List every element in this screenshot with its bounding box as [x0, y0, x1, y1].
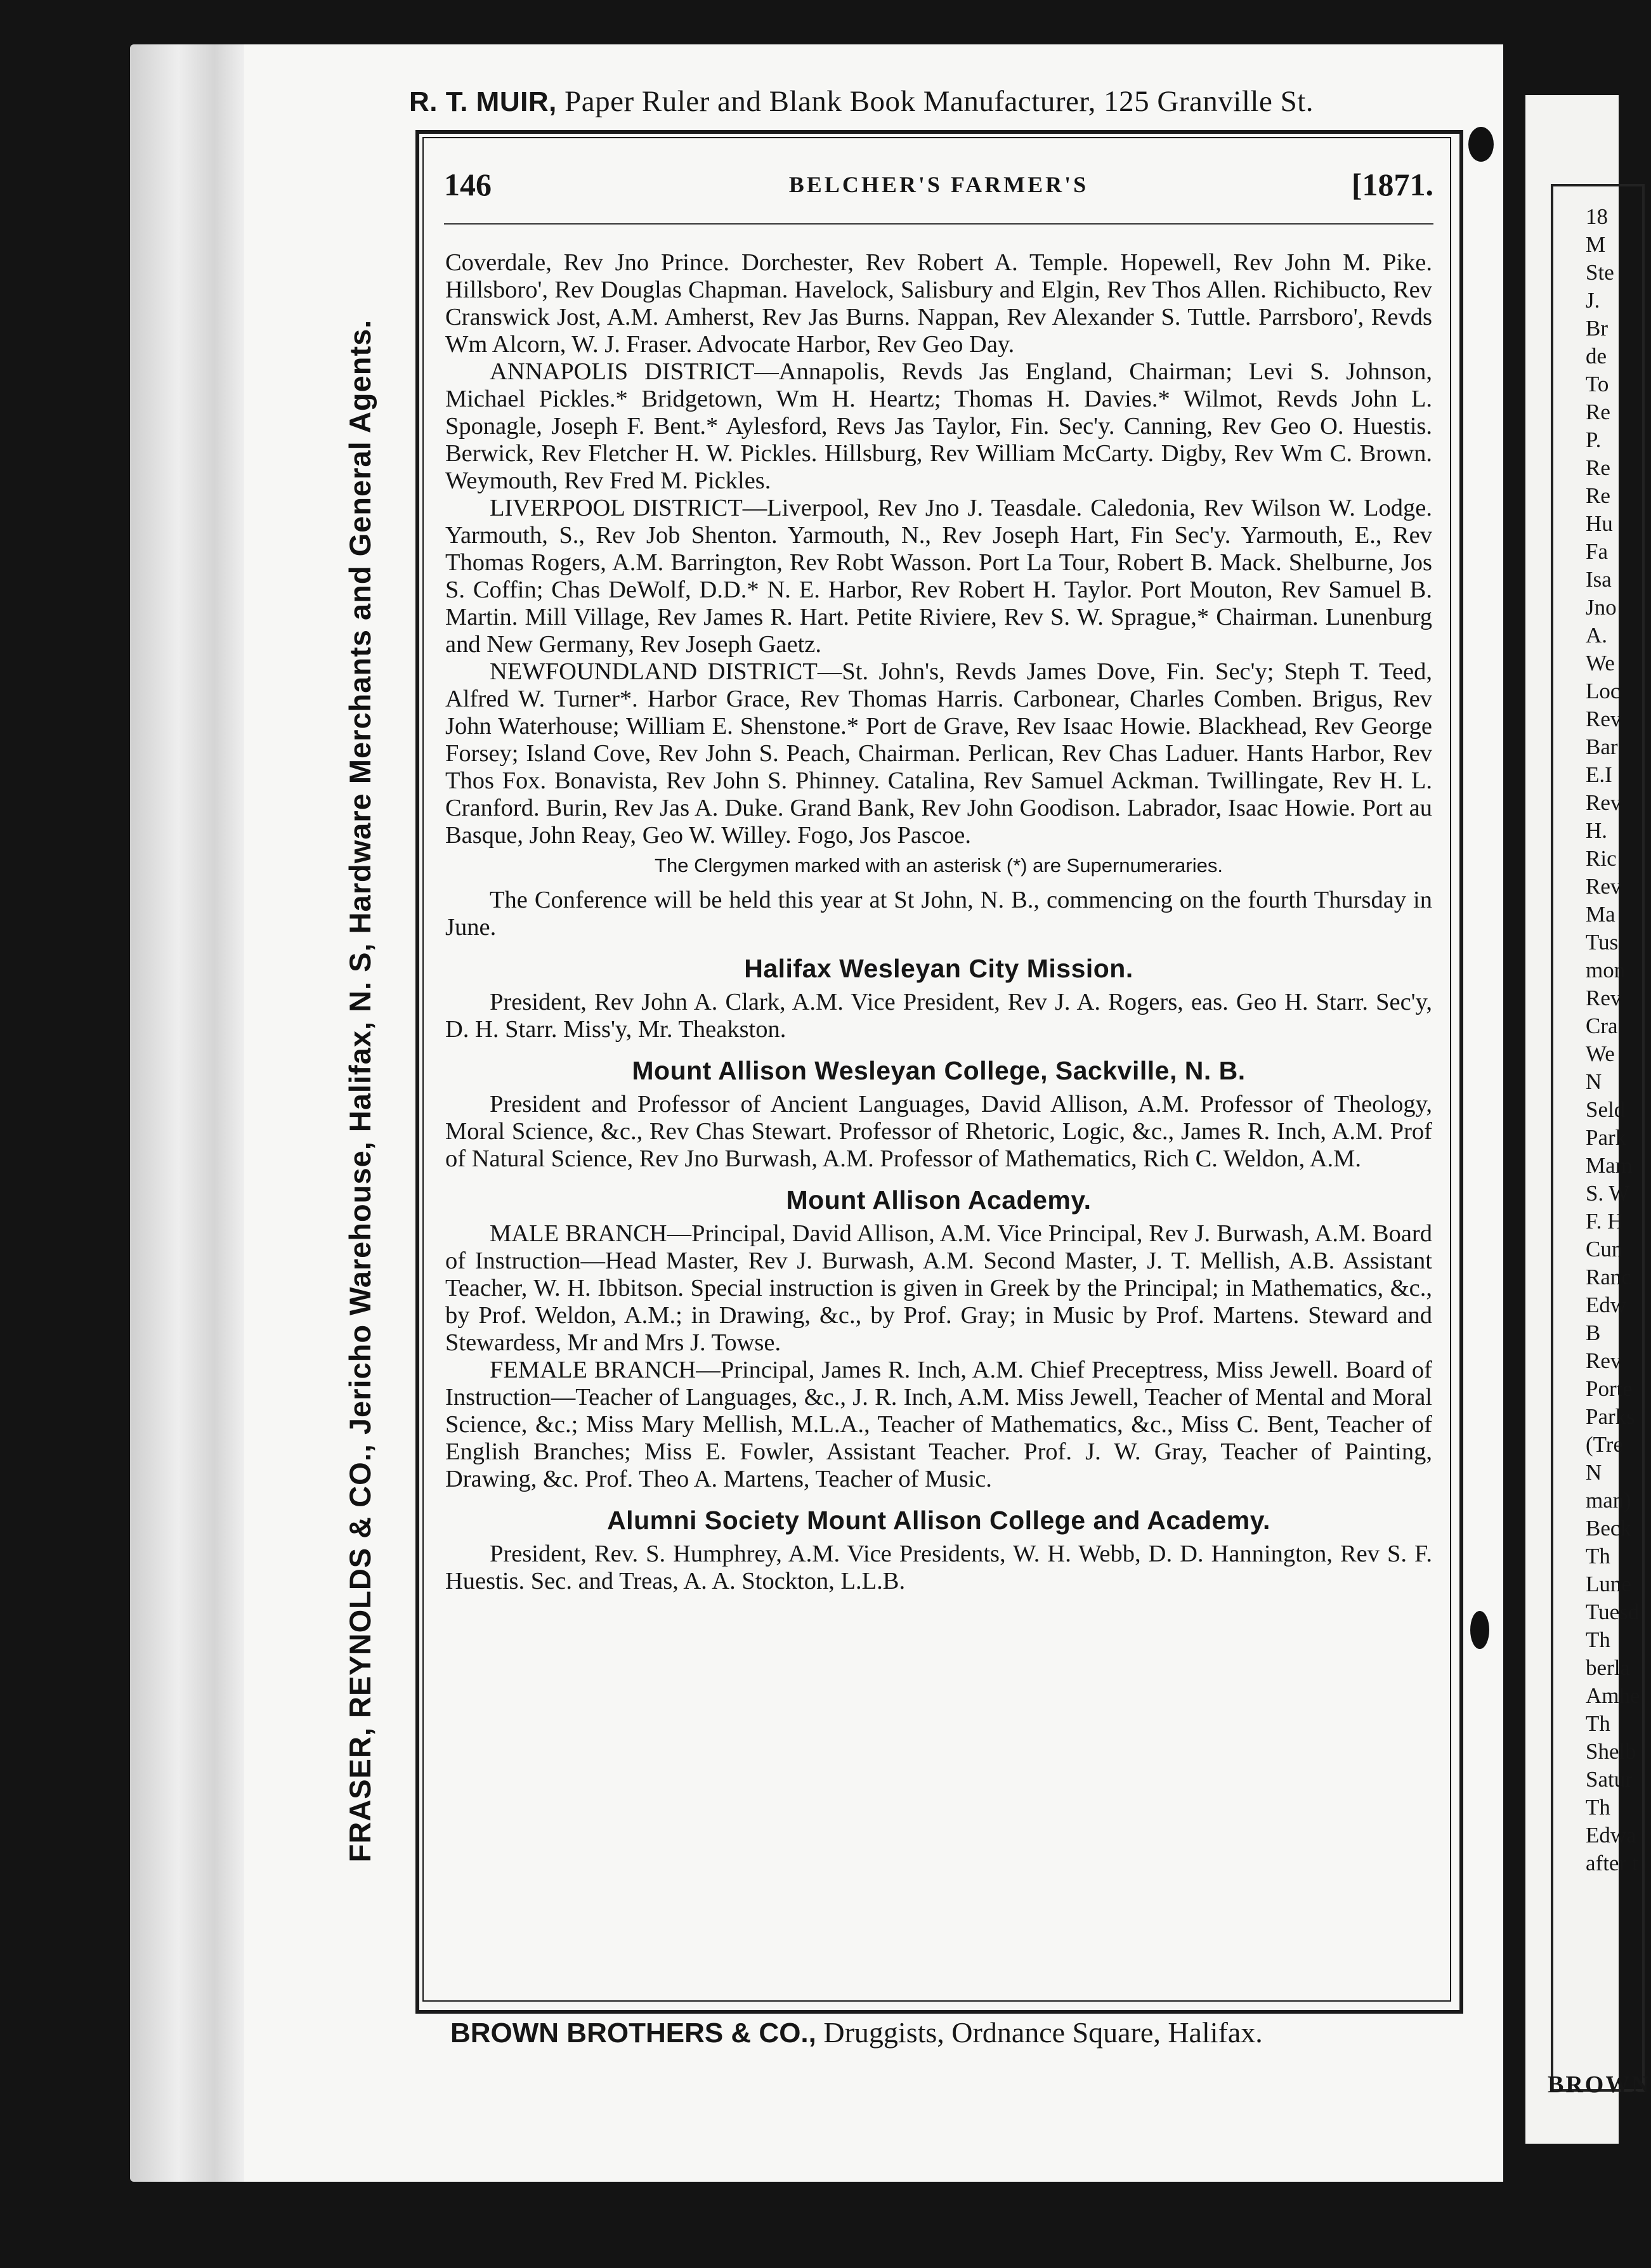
facing-page-line: We	[1586, 1041, 1615, 1066]
facing-page-line: after t	[1586, 1851, 1638, 1875]
paragraph-circuits: Coverdale, Rev Jno Prince. Dorchester, Rev Robert A. Temple. Hopewell, Rev John M. Pike. Hillsboro', Rev Douglas Chapman. Havelock, Salisbury and Elgin, Rev Thos Allen. Richibucto, Rev Cranswick Jost, A.M. Amherst, Rev Jas Burns. Nappan, Rev Alexander S. Tuttle. Parrsboro', Revds Wm Alcorn, W. J. Fraser. Advocate Harbor, Rev Geo Day.	[445, 249, 1432, 358]
facing-page-line: Tus	[1586, 930, 1619, 955]
facing-page-line: Lune	[1586, 1572, 1631, 1596]
facing-page-line: Jno	[1586, 595, 1617, 620]
facing-page-line: Ste	[1586, 260, 1614, 285]
facing-page-line: F. H	[1586, 1209, 1624, 1234]
facing-page-line: E.I	[1586, 762, 1612, 787]
facing-page-line: B	[1586, 1320, 1601, 1345]
top-ad-text: Paper Ruler and Blank Book Manufacturer, 125 Granville St.	[556, 85, 1314, 118]
facing-page-line: man)	[1586, 1488, 1631, 1513]
facing-page-line: N	[1586, 1460, 1602, 1485]
facing-page-line: berla	[1586, 1655, 1630, 1680]
facing-page-line: Th	[1586, 1795, 1610, 1820]
binding-hole	[1470, 1611, 1489, 1649]
facing-page-bottom-ad: BROWN	[1548, 2071, 1651, 2098]
facing-page-line: Ric	[1586, 846, 1617, 871]
facing-page-line: Satur	[1586, 1767, 1633, 1792]
facing-page-text	[1586, 203, 1640, 1877]
facing-page-line: A.	[1586, 623, 1608, 648]
running-title: BELCHER'S FARMER'S	[788, 172, 1089, 197]
facing-page-line: J.	[1586, 288, 1600, 313]
facing-page-line: Rev	[1586, 986, 1622, 1010]
facing-page-line: Ranc	[1586, 1265, 1631, 1289]
paragraph-college: President and Professor of Ancient Languages, David Allison, A.M. Professor of Theology, Moral Science, &c., Rev Chas Stewart. Professor of Rhetoric, Logic, &c., James R. Inch, A.M. Prof of Natural Science, Rev Jno Burwash, A.M. Professor of Mathematics, Rich C. Weldon, A.M.	[445, 1091, 1432, 1172]
facing-page-line: Hu	[1586, 511, 1613, 536]
facing-page-line: Th	[1586, 1544, 1610, 1568]
facing-page-line: Isa	[1586, 567, 1612, 592]
facing-page-line: Th	[1586, 1711, 1610, 1736]
facing-page-line: Cun	[1586, 1237, 1623, 1261]
page-stack-edge	[130, 44, 251, 2182]
facing-page-line: S. W	[1586, 1181, 1630, 1206]
paragraph-male-branch: MALE BRANCH—Principal, David Allison, A.M. Vice Principal, Rev J. Burwash, A.M. Board of Instruction—Head Master, Rev J. Burwash, A.M. Second Master, J. T. Mellish, A.B. Assistant Teacher, W. H. Ibbitson. Special instruction is given in Greek by the Principal; in Mathematics, &c., by Prof. Weldon, A.M.; in Drawing, &c., by Prof. Gray; in Music by Prof. Martens. Steward and Stewardess, Mr and Mrs J. Towse.	[445, 1220, 1432, 1356]
page-number: 146	[444, 167, 492, 202]
facing-page-line: M	[1586, 232, 1606, 257]
page-year: [1871.	[1351, 167, 1433, 202]
facing-page-line: Rev	[1586, 1348, 1622, 1373]
facing-page-line: Re	[1586, 483, 1610, 508]
side-advertisement: FRASER, REYNOLDS & CO., Jericho Warehouse, Halifax, N. S, Hardware Merchants and General Agents.	[343, 319, 377, 1863]
paragraph-female-branch: FEMALE BRANCH—Principal, James R. Inch, A.M. Chief Preceptress, Miss Jewell. Board of Instruction—Teacher of Languages, &c., J. R. Inch, A.M. Miss Jewell, Teacher of Mental and Moral Science, &c.; Miss Mary Mellish, M.L.A., Teacher of Mathematics, &c., Miss C. Bent, Teacher of English Branches; Miss E. Fowler, Assistant Teacher. Prof. J. W. Gray, Teacher of Painting, Drawing, &c. Prof. Theo A. Martens, Teacher of Music.	[445, 1357, 1432, 1492]
paragraph-newfoundland-district: NEWFOUNDLAND DISTRICT—St. John's, Revds James Dove, Fin. Sec'y; Steph T. Teed, Alfred W. Turner*. Harbor Grace, Rev Thomas Harris. Carbonear, Charles Comben. Brigus, Rev John Waterhouse; William E. Shenstone.* Port de Grave, Rev Isaac Howie. Blackhead, Rev George Forsey; Island Cove, Rev John S. Peach, Chairman. Perlican, Rev Chas Laduer. Hants Harbor, Rev Thos Fox. Bonavista, Rev John S. Phinney. Catalina, Rev Samuel Ackman. Twillingate, Rev H. L. Cranford. Burin, Rev Jas A. Duke. Grand Bank, Rev John Goodison. Labrador, Isaac Howie. Port au Basque, John Reay, Geo W. Willey. Fogo, Jos Pascoe.	[445, 658, 1432, 849]
facing-page-line: Br	[1586, 316, 1608, 341]
facing-page-line: Th	[1586, 1627, 1610, 1652]
paragraph-liverpool-district: LIVERPOOL DISTRICT—Liverpool, Rev Jno J. Teasdale. Caledonia, Rev Wilson W. Lodge. Yarmouth, S., Rev Job Shenton. Yarmouth, N., Rev Joseph Hart, Fin Sec'y. Yarmouth, E., Rev Thomas Rogers, A.M. Barrington, Rev Robt Wasson. Port La Tour, Robert B. Mack. Shelburne, Jos S. Coffin; Chas DeWolf, D.D.* N. E. Harbor, Rev Robert H. Taylor. Port Mouton, Rev Samuel B. Martin. Mill Village, Rev James R. Hart. Petite Riviere, Rev S. W. Sprague,* Chairman. Lunenburg and New Germany, Rev Joseph Gaetz.	[445, 495, 1432, 658]
facing-page-line: Edwa	[1586, 1823, 1636, 1848]
facing-page-line: Rev	[1586, 790, 1622, 815]
page-body	[445, 249, 1432, 1595]
top-advertisement	[409, 84, 1468, 119]
facing-page-line: Rev	[1586, 874, 1622, 899]
facing-page-line: Rev	[1586, 707, 1622, 731]
header-rule	[444, 223, 1433, 225]
heading-college: Mount Allison Wesleyan College, Sackville, N. B.	[632, 1056, 1246, 1085]
bottom-advertisement	[450, 2016, 1440, 2049]
facing-page-line: Tuesd	[1586, 1600, 1640, 1624]
facing-page-line: Ma	[1586, 902, 1615, 927]
facing-page-line: P.	[1586, 427, 1602, 452]
facing-page-line: Bar	[1586, 734, 1618, 759]
facing-page-line: Porte	[1586, 1376, 1633, 1401]
facing-page-line: Cra	[1586, 1013, 1618, 1038]
top-ad-name: R. T. MUIR,	[409, 86, 557, 117]
facing-page-line: de	[1586, 344, 1607, 368]
facing-page-line: Seld	[1586, 1097, 1626, 1122]
facing-page-line: Amhe	[1586, 1683, 1640, 1708]
heading-academy: Mount Allison Academy.	[786, 1185, 1092, 1215]
facing-page-line: Mam	[1586, 1153, 1633, 1178]
facing-page-line: Park	[1586, 1125, 1627, 1150]
facing-page-line: Loc	[1586, 679, 1621, 703]
facing-page-line: H.	[1586, 818, 1608, 843]
facing-page-line: 18	[1586, 204, 1608, 229]
bottom-ad-name: BROWN BROTHERS & CO.,	[450, 2017, 816, 2049]
paragraph-city-mission: President, Rev John A. Clark, A.M. Vice President, Rev J. A. Rogers, eas. Geo H. Starr. Sec'y, D. H. Starr. Miss'y, Mr. Theakston.	[445, 989, 1432, 1043]
facing-page-line: Fa	[1586, 539, 1608, 564]
facing-page-line: To	[1586, 372, 1609, 396]
page-header	[444, 166, 1433, 204]
facing-page-line: We	[1586, 651, 1615, 675]
facing-page-line: Shelb	[1586, 1739, 1636, 1764]
heading-alumni: Alumni Society Mount Allison College and Academy.	[607, 1506, 1270, 1535]
facing-page-line: Re	[1586, 400, 1610, 424]
facing-page-line: (Tre	[1586, 1432, 1623, 1457]
paragraph-alumni: President, Rev. S. Humphrey, A.M. Vice Presidents, W. H. Webb, D. D. Hannington, Rev S. F. Huestis. Sec. and Treas, A. A. Stockton, L.L.B.	[445, 1541, 1432, 1594]
facing-page-line: Edw	[1586, 1293, 1627, 1317]
heading-city-mission: Halifax Wesleyan City Mission.	[744, 954, 1133, 983]
bottom-ad-text: Druggists, Ordnance Square, Halifax.	[816, 2016, 1263, 2049]
facing-page-line: Beck	[1586, 1516, 1631, 1541]
facing-page	[1525, 95, 1651, 2144]
facing-page-line: Re	[1586, 455, 1610, 480]
paragraph-conference: The Conference will be held this year at St John, N. B., commencing on the fourth Thursday in June.	[445, 887, 1432, 941]
facing-page-line: Parks	[1586, 1404, 1635, 1429]
facing-page-line: mon	[1586, 958, 1626, 982]
asterisk-note: The Clergymen marked with an asterisk (*) are Supernumeraries.	[655, 854, 1223, 877]
facing-page-line: N	[1586, 1069, 1602, 1094]
paragraph-annapolis-district: ANNAPOLIS DISTRICT—Annapolis, Revds Jas England, Chairman; Levi S. Johnson, Michael Pickles.* Bridgetown, Wm H. Heartz; Thomas H. Davies.* Wilmot, Revds John L. Sponagle, Joseph F. Bent.* Aylesford, Revs Jas Taylor, Fin. Sec'y. Canning, Rev Geo O. Huestis. Berwick, Rev Fletcher H. W. Pickles. Hillsburg, Rev William McCarty. Digby, Rev Wm C. Brown. Weymouth, Rev Fred M. Pickles.	[445, 358, 1432, 494]
binding-hole	[1468, 127, 1494, 162]
